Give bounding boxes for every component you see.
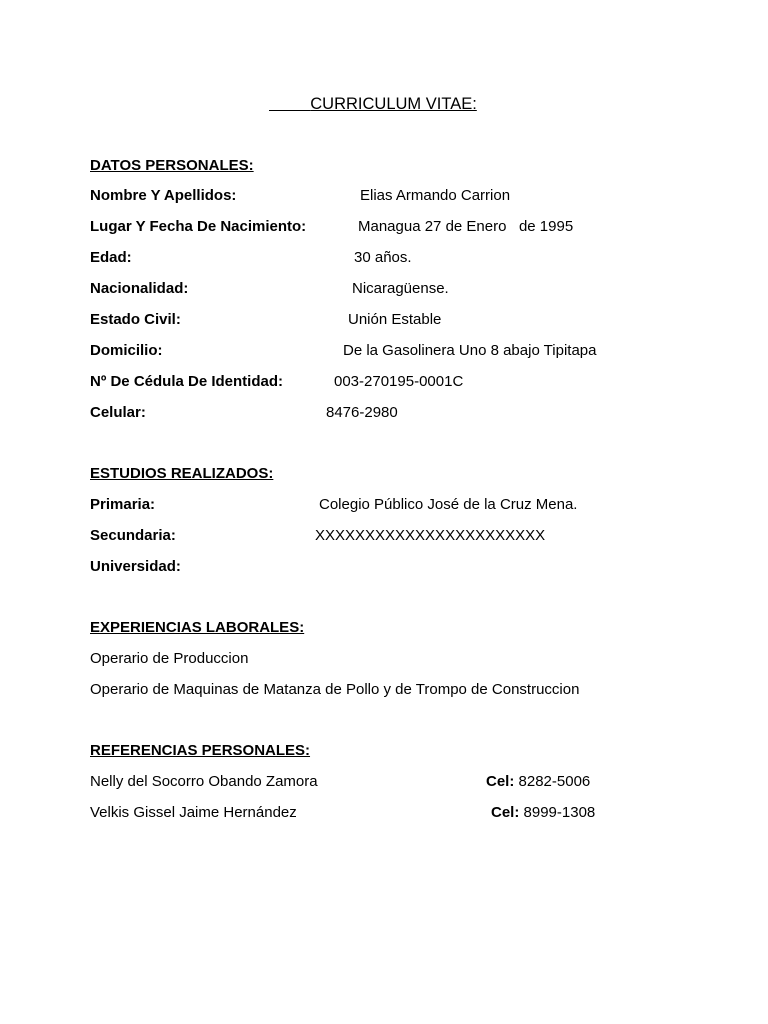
row-value: 8476-2980 xyxy=(326,404,398,421)
studies-row-secondary xyxy=(90,526,690,546)
references-heading: REFERENCIAS PERSONALES: xyxy=(90,742,311,759)
row-value: Unión Estable xyxy=(348,311,442,328)
row-value: Colegio Público José de la Cruz Mena. xyxy=(319,496,578,513)
reference-phone-number: 8282-5006 xyxy=(518,773,591,790)
row-label: Secundaria: xyxy=(90,527,176,544)
reference-item xyxy=(90,803,690,823)
row-value: 003-270195-0001C xyxy=(334,373,464,390)
row-label: Primaria: xyxy=(90,496,156,513)
row-label: Universidad: xyxy=(90,558,181,575)
row-label: Estado Civil: xyxy=(90,311,181,328)
personal-row-civil-status xyxy=(90,310,690,330)
experience-item: Operario de Produccion xyxy=(90,650,249,667)
reference-name: Velkis Gissel Jaime Hernández xyxy=(90,804,297,821)
row-value: XXXXXXXXXXXXXXXXXXXXXXX xyxy=(315,527,546,544)
experience-item: Operario de Maquinas de Matanza de Pollo y de Trompo de Construccion xyxy=(90,681,580,698)
row-label: Domicilio: xyxy=(90,342,163,359)
personal-row-age xyxy=(90,248,690,268)
row-value: Managua 27 de Enero de 1995 xyxy=(358,218,574,235)
reference-name: Nelly del Socorro Obando Zamora xyxy=(90,773,318,790)
row-value: Nicaragüense. xyxy=(352,280,449,297)
row-value: Elias Armando Carrion xyxy=(360,187,511,204)
personal-row-address xyxy=(90,341,690,361)
document-title xyxy=(269,94,477,114)
reference-phone-label: Cel: xyxy=(491,804,520,821)
row-label: Edad: xyxy=(90,249,132,266)
personal-heading: DATOS PERSONALES: xyxy=(90,157,254,174)
studies-row-university xyxy=(90,557,690,577)
row-label: Nº De Cédula De Identidad: xyxy=(90,373,284,390)
row-label: Lugar Y Fecha De Nacimiento: xyxy=(90,218,307,235)
personal-row-id xyxy=(90,372,690,392)
row-label: Celular: xyxy=(90,404,146,421)
reference-phone-label: Cel: xyxy=(486,773,515,790)
document-title-text: CURRICULUM VITAE: xyxy=(310,95,477,113)
personal-row-phone xyxy=(90,403,690,423)
personal-row-nationality xyxy=(90,279,690,299)
reference-phone-number: 8999-1308 xyxy=(523,804,596,821)
studies-row-primary xyxy=(90,495,690,515)
reference-item xyxy=(90,772,690,792)
personal-row-name xyxy=(90,186,690,206)
personal-row-birth xyxy=(90,217,690,237)
row-label: Nacionalidad: xyxy=(90,280,189,297)
reference-phone xyxy=(486,772,590,792)
reference-phone xyxy=(491,803,595,823)
row-value: De la Gasolinera Uno 8 abajo Tipitapa xyxy=(343,342,597,359)
experience-heading: EXPERIENCIAS LABORALES: xyxy=(90,619,305,636)
studies-heading: ESTUDIOS REALIZADOS: xyxy=(90,465,274,482)
row-label: Nombre Y Apellidos: xyxy=(90,187,237,204)
row-value: 30 años. xyxy=(354,249,412,266)
